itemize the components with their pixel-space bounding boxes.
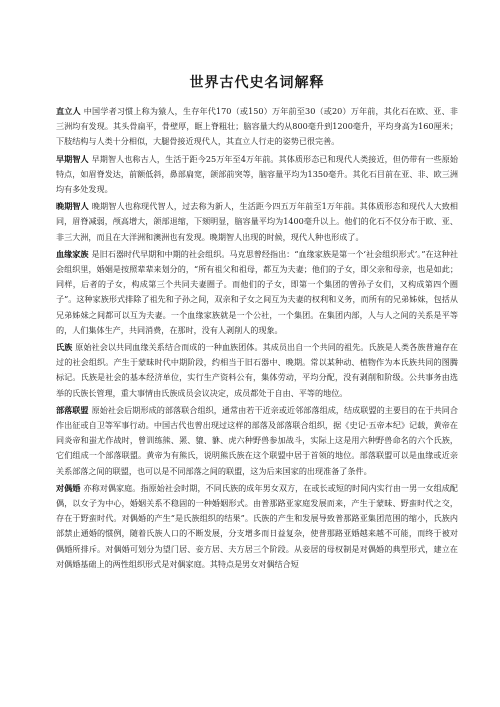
- term-label: 部落联盟: [56, 404, 89, 415]
- entry-wanqi-zhiren: [56, 199, 458, 245]
- term-label: 氏族: [56, 342, 73, 353]
- entry-duiouhun: [56, 481, 458, 572]
- entry-shizu: [56, 340, 458, 401]
- term-definition: 中国学者习惯上称为猿人，生存年代170（或150）万年前至30（或20）万年前，其化石在欧、亚、非三洲均有发现。其头骨扁平，骨壁厚，眶上脊粗壮；脑容量大约从800毫升到1200毫升，平均身高为160厘米；下肢结构与人类十分相似，大腿骨接近现代人，其直立人行走的姿势已很完善。: [56, 106, 458, 147]
- term-label: 血缘家族: [56, 248, 89, 259]
- term-label: 早期智人: [56, 153, 89, 164]
- entry-xueyuan-jiazu: [56, 247, 458, 338]
- term-definition: 亦称对偶家庭。指原始社会时期，不同氏族的成年男女双方，在或长或短的时间内实行由一男一女组成配偶，以女子为中心，婚姻关系不稳固的一种婚姻形式。由普那路亚家庭发展而来，产生于蒙昧、野蛮时代之交，存在于野蛮时代。对偶婚的产生“是氏族组织的结果”。氏族的产生和发展导致普那路亚集团范围的缩小，氏族内部禁止通婚的惯例，随着氏族人口的不断发展，分支增多而日益复杂，使普那路亚婚越来越不可能，而终于被对偶婚所排斥。对偶婚可划分为望门居、妾方居、夫方居三个阶段。从妾居的母权制是对偶婚的典型形式，建立在对偶婚基础上的两性组织形式是对偶家庭。其特点是男女对偶结合短: [56, 482, 458, 569]
- term-definition: 晚期智人也称现代智人，过去称为新人，生活距今四五万年前至1万年前。其体质形态和现代人大致相同，眉脊减弱，颅高增大，颌部退缩，下颏明显，脑容量平均为1400毫升以上。他们的化石不仅分布于欧、亚、非三大洲，而且在大洋洲和澳洲也有发现。晚期智人出现的时候，现代人种也形成了。: [56, 201, 458, 242]
- term-definition: 是旧石器时代早期和中期的社会组织。马克思曾经指出：“血缘家族是第一个‘社会组织形式’。”在这种社会组织里，婚姻是按照辈辈来划分的，“所有祖父和祖母，都互为夫妻；他们的子女，即父亲和母亲，也是如此；同样，后者的子女，构成第三个共同夫妻圈子。而他们的子女，即第一个集团的曾孙子女们，又构成第四个圈子”。这种家族形式排除了祖先和子孙之间，双亲和子女之间互为夫妻的权利和义务，而所有的兄弟姊妹，包括从兄弟姊妹之间都可以互为夫妻。一个血缘家族就是一个公社，一个集团。在集团内部，人与人之间的关系是平等的，人们集体生产，共同消费，在那时，没有人剥削人的现象。: [56, 248, 458, 335]
- term-label: 晚期智人: [56, 201, 89, 212]
- term-definition: 原始社会以共同血缘关系结合而成的一种血族团体。其成员出自一个共同的祖先。氏族是人类各族普遍存在过的社会组织。产生于蒙昧时代中期阶段，约相当于旧石器中、晚期。常以某种动、植物作为本氏族共同的图腾标记。氏族是社会的基本经济单位，实行生产资料公有，集体劳动，平均分配，没有剥削和阶级。公共事务由选举的氏族长管理，重大事情由氏族成员会议决定，成员都处于自由、平等的地位。: [56, 342, 458, 398]
- entry-zhiliren: [56, 104, 458, 150]
- term-definition: 早期智人也称古人，生活于距今25万年至4万年前。其体质形态已和现代人类接近，但仍带有一些原始特点，如眉脊发达，前额低斜，鼻部扁宽，颌部前突等，脑容量平均为1350毫升。其化石目前在亚、非、欧三洲均有多处发现。: [56, 153, 458, 195]
- term-definition: 原始社会后期形成的部落联合组织，通常由若干近亲或近邻部落组成，结成联盟的主要目的在于共同合作出征或自卫等军事行动。中国古代也曾出现过这样的部落及部落联合组织，据《史记·五帝本纪》记载，黄帝在同炎帝和蚩尤作战时，曾训练熊、罴、貔、貅、虎六种野兽参加战斗，实际上这是用六种野兽命名的六个氏族，它们组成一个部落联盟。黄帝为有熊氏，说明熊氏族在这个联盟中居于首领的地位。部落联盟可以是血缘或近亲关系部落之间的联盟，也可以是不同部落之间的联盟，这为后来国家的出现准备了条件。: [56, 404, 458, 476]
- term-label: 直立人: [56, 106, 81, 116]
- document-title: 世界古代史名词解释: [189, 75, 325, 91]
- entry-zaoqi-zhiren: [56, 152, 458, 198]
- term-label: 对偶婚: [56, 482, 81, 493]
- document-page: [56, 72, 458, 574]
- entry-buluo-lianmeng: [56, 403, 458, 479]
